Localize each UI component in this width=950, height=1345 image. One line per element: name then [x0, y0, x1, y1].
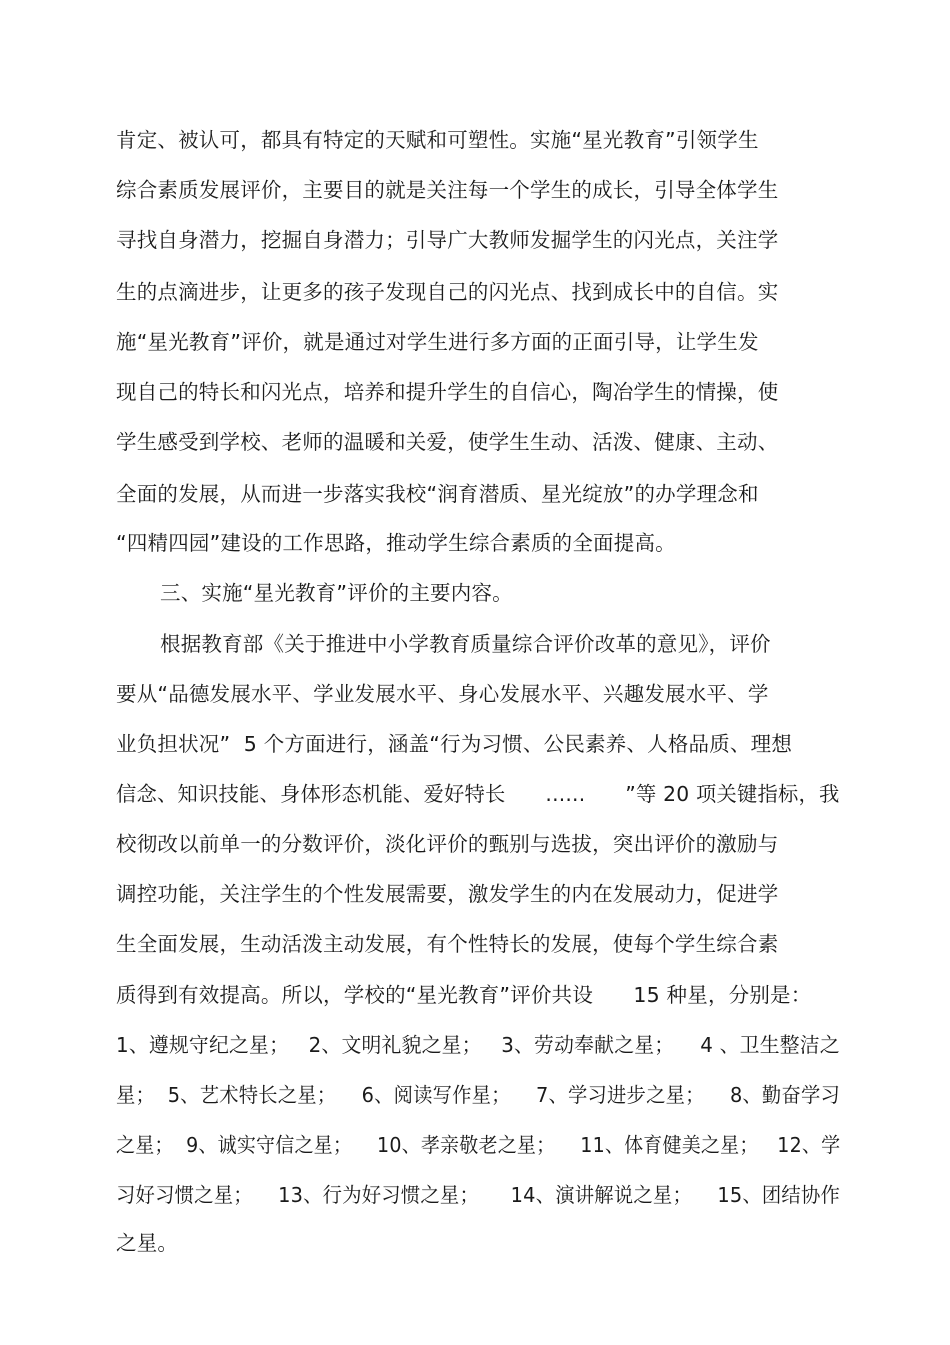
section-heading: 三、实施“星光教育”评价的主要内容。: [160, 581, 513, 605]
text-line: 1、遵规守纪之星； 2、文明礼貌之星； 3、劳动奉献之星； 4 、卫生整洁之: [116, 1033, 840, 1057]
text-line: 业负担状况” 5 个方面进行，涵盖“行为习惯、公民素养、人格品质、理想: [116, 732, 793, 756]
text-line: 习好习惯之星； 13、行为好习惯之星； 14、演讲解说之星； 15、团结协作: [116, 1183, 841, 1207]
text-line: 星； 5、艺术特长之星； 6、阅读写作星； 7、学习进步之星； 8、勤奋学习: [116, 1083, 840, 1107]
text-line: 施“星光教育”评价，就是通过对学生进行多方面的正面引导，让学生发: [116, 330, 759, 354]
text-line: 生全面发展，生动活泼主动发展，有个性特长的发展，使每个学生综合素: [116, 932, 779, 956]
text-line: “四精四园”建设的工作思路，推动学生综合素质的全面提高。: [116, 531, 676, 555]
text-line: 之星。: [116, 1231, 179, 1255]
text-line: 根据教育部《关于推进中小学教育质量综合评价改革的意见》，评价: [160, 632, 771, 656]
text-line: 寻找自身潜力，挖掘自身潜力；引导广大教师发掘学生的闪光点，关注学: [116, 228, 779, 252]
text-line: 调控功能，关注学生的个性发展需要，激发学生的内在发展动力，促进学: [116, 882, 779, 906]
text-line: 现自己的特长和闪光点，培养和提升学生的自信心，陶冶学生的情操，使: [116, 380, 779, 404]
text-line: 全面的发展，从而进一步落实我校“润育潜质、星光绽放”的办学理念和: [116, 482, 759, 506]
text-line: 校彻改以前单一的分数评价，淡化评价的甄别与选拔，突出评价的激励与: [116, 832, 779, 856]
text-line: 之星； 9、诚实守信之星； 10、孝亲敬老之星； 11、体育健美之星； 12、学: [116, 1133, 841, 1157]
text-line: 要从“品德发展水平、学业发展水平、身心发展水平、兴趣发展水平、学: [116, 682, 769, 706]
text-line: 信念、知识技能、身体形态机能、爱好特长 ...... ”等 20 项关键指标，我: [116, 782, 840, 806]
text-line: 质得到有效提高。所以，学校的“星光教育”评价共设 15 种星，分别是：: [116, 983, 812, 1007]
text-line: 综合素质发展评价，主要目的就是关注每一个学生的成长，引导全体学生: [116, 178, 779, 202]
text-line: 学生感受到学校、老师的温暖和关爱，使学生生动、活泼、健康、主动、: [116, 430, 779, 454]
text-line: 生的点滴进步，让更多的孩子发现自己的闪光点、找到成长中的自信。实: [116, 280, 779, 304]
text-line: 肯定、被认可，都具有特定的天赋和可塑性。实施“星光教育”引领学生: [116, 128, 759, 152]
